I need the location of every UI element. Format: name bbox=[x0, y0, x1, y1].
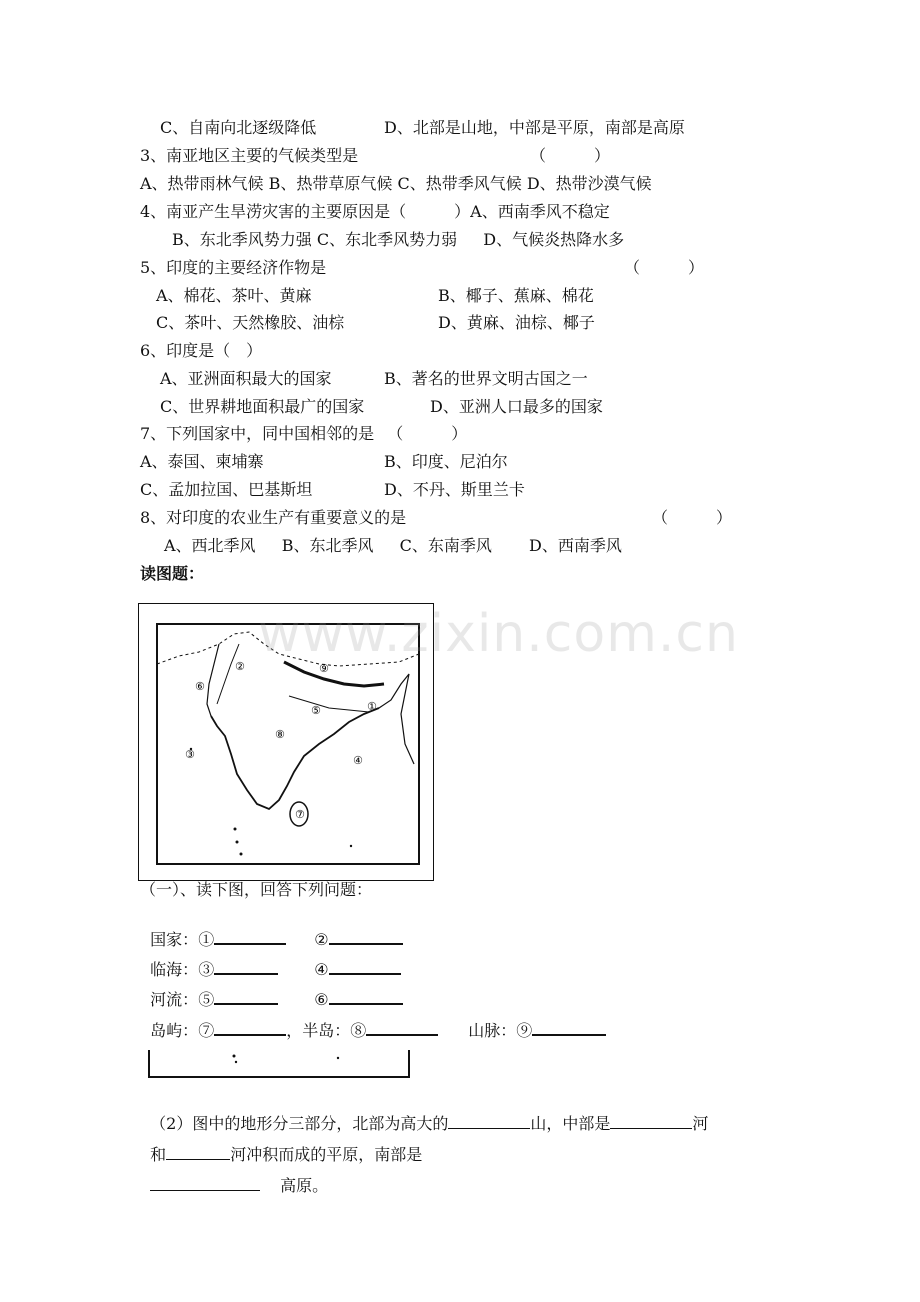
q5-option-b: B、椰子、蕉麻、棉花 bbox=[438, 286, 594, 305]
country-label: 国家： bbox=[150, 930, 199, 949]
q4-options: B、东北季风势力强 C、东北季风势力弱 D、气候炎热降水多 bbox=[172, 230, 625, 249]
map-label-4: ④ bbox=[353, 754, 363, 767]
part2-text-c: 河 bbox=[692, 1114, 709, 1133]
q7-option-d: D、不丹、斯里兰卡 bbox=[384, 480, 525, 499]
q2-option-d: D、北部是山地，中部是平原，南部是高原 bbox=[384, 118, 685, 137]
island-row bbox=[140, 1000, 606, 1040]
country-row bbox=[140, 909, 403, 949]
q8-stem: 8、对印度的农业生产有重要意义的是 bbox=[140, 508, 407, 527]
map-label-9: ⑨ bbox=[319, 662, 329, 675]
map-island-dot bbox=[240, 853, 243, 856]
map-boundary-west bbox=[207, 644, 219, 716]
part2-text-b: 山，中部是 bbox=[530, 1114, 611, 1133]
sea-row bbox=[140, 939, 401, 979]
map-river-indus bbox=[217, 644, 239, 704]
q7-option-c: C、孟加拉国、巴基斯坦 bbox=[140, 480, 313, 499]
island-label: 岛屿： bbox=[150, 1021, 199, 1040]
q4-stem: 4、南亚产生旱涝灾害的主要原因是（ ）A、西南季风不稳定 bbox=[140, 202, 610, 221]
map-island-dot bbox=[236, 841, 239, 844]
river-6-num: ⑥ bbox=[314, 990, 329, 1009]
plateau-blank[interactable] bbox=[150, 1176, 260, 1191]
island-7-num: ⑦ bbox=[198, 1021, 215, 1040]
peninsula-8-blank[interactable] bbox=[366, 1020, 438, 1036]
q5-option-a: A、棉花、茶叶、黄麻 bbox=[156, 286, 312, 305]
map-label-2: ② bbox=[235, 660, 245, 673]
q5-answer-paren: （ ） bbox=[624, 258, 705, 277]
sea-4-num: ④ bbox=[314, 960, 329, 979]
mountain-9-num: ⑨ bbox=[516, 1021, 533, 1040]
map-label-6: ⑥ bbox=[195, 680, 205, 693]
mountain-label: 山脉： bbox=[468, 1021, 517, 1040]
part1-title: （一）、读下图，回答下列问题： bbox=[140, 880, 373, 899]
map-label-3: ③ bbox=[185, 748, 195, 761]
q8-options: A、西北季风 B、东北季风 C、东南季风 D、西南季风 bbox=[164, 536, 622, 555]
country-2-num: ② bbox=[314, 930, 329, 949]
watermark: www.zixin.com.cn bbox=[258, 604, 739, 664]
q6-option-c: C、世界耕地面积最广的国家 bbox=[160, 397, 365, 416]
part2-text-f: 高原。 bbox=[280, 1176, 329, 1195]
section-title: 读图题： bbox=[140, 564, 205, 583]
q6-option-b: B、著名的世界文明古国之一 bbox=[384, 369, 588, 388]
map-east-boundary bbox=[379, 674, 414, 764]
q6-option-d: D、亚洲人口最多的国家 bbox=[430, 397, 603, 416]
q5-option-d: D、黄麻、油棕、椰子 bbox=[438, 313, 595, 332]
map-river-ganges bbox=[289, 696, 369, 712]
q7-stem: 7、下列国家中，同中国相邻的是 （ ） bbox=[140, 424, 468, 443]
map-island-dot bbox=[234, 828, 237, 831]
part2-text-e: 河冲积而成的平原，南部是 bbox=[230, 1145, 423, 1164]
part2-line3 bbox=[140, 1156, 329, 1195]
map-fragment-box bbox=[148, 1050, 410, 1078]
part2-line2 bbox=[140, 1125, 423, 1164]
peninsula-label: ，半岛： bbox=[286, 1021, 351, 1040]
sea-label: 临海： bbox=[150, 960, 199, 979]
q3-options: A、热带雨林气候 B、热带草原气候 C、热带季风气候 D、热带沙漠气候 bbox=[140, 174, 652, 193]
fragment-dots bbox=[150, 1050, 408, 1076]
q3-answer-paren: （ ） bbox=[530, 146, 611, 165]
map-label-8: ⑧ bbox=[275, 728, 285, 741]
q2-option-c: C、自南向北逐级降低 bbox=[160, 118, 317, 137]
map-label-5: ⑤ bbox=[311, 704, 321, 717]
map-label-7: ⑦ bbox=[295, 808, 305, 821]
river-row bbox=[140, 969, 403, 1009]
map-island-dot bbox=[350, 845, 352, 847]
q3-stem: 3、南亚地区主要的气候类型是 bbox=[140, 146, 359, 165]
q5-option-c: C、茶叶、天然橡胶、油棕 bbox=[156, 313, 345, 332]
q7-option-a: A、泰国、柬埔寨 bbox=[140, 452, 264, 471]
part2-text-a: （2）图中的地形分三部分，北部为高大的 bbox=[150, 1114, 449, 1133]
mountain-9-blank[interactable] bbox=[532, 1020, 606, 1036]
part2-text-d: 和 bbox=[150, 1145, 167, 1164]
river-5-num: ⑤ bbox=[198, 990, 215, 1009]
sea-3-num: ③ bbox=[198, 960, 215, 979]
river-label: 河流： bbox=[150, 990, 199, 1009]
country-1-num: ① bbox=[198, 930, 215, 949]
q8-answer-paren: （ ） bbox=[652, 508, 733, 527]
river-blank-1[interactable] bbox=[610, 1114, 692, 1129]
map-label-1: ① bbox=[367, 700, 377, 713]
q7-option-b: B、印度、尼泊尔 bbox=[384, 452, 508, 471]
q6-option-a: A、亚洲面积最大的国家 bbox=[160, 369, 332, 388]
q6-stem: 6、印度是（ ） bbox=[140, 341, 263, 360]
mountain-blank[interactable] bbox=[448, 1114, 530, 1129]
part2-line1 bbox=[140, 1094, 709, 1133]
peninsula-8-num: ⑧ bbox=[350, 1021, 367, 1040]
q5-stem: 5、印度的主要经济作物是 bbox=[140, 258, 327, 277]
island-7-blank[interactable] bbox=[214, 1020, 286, 1036]
